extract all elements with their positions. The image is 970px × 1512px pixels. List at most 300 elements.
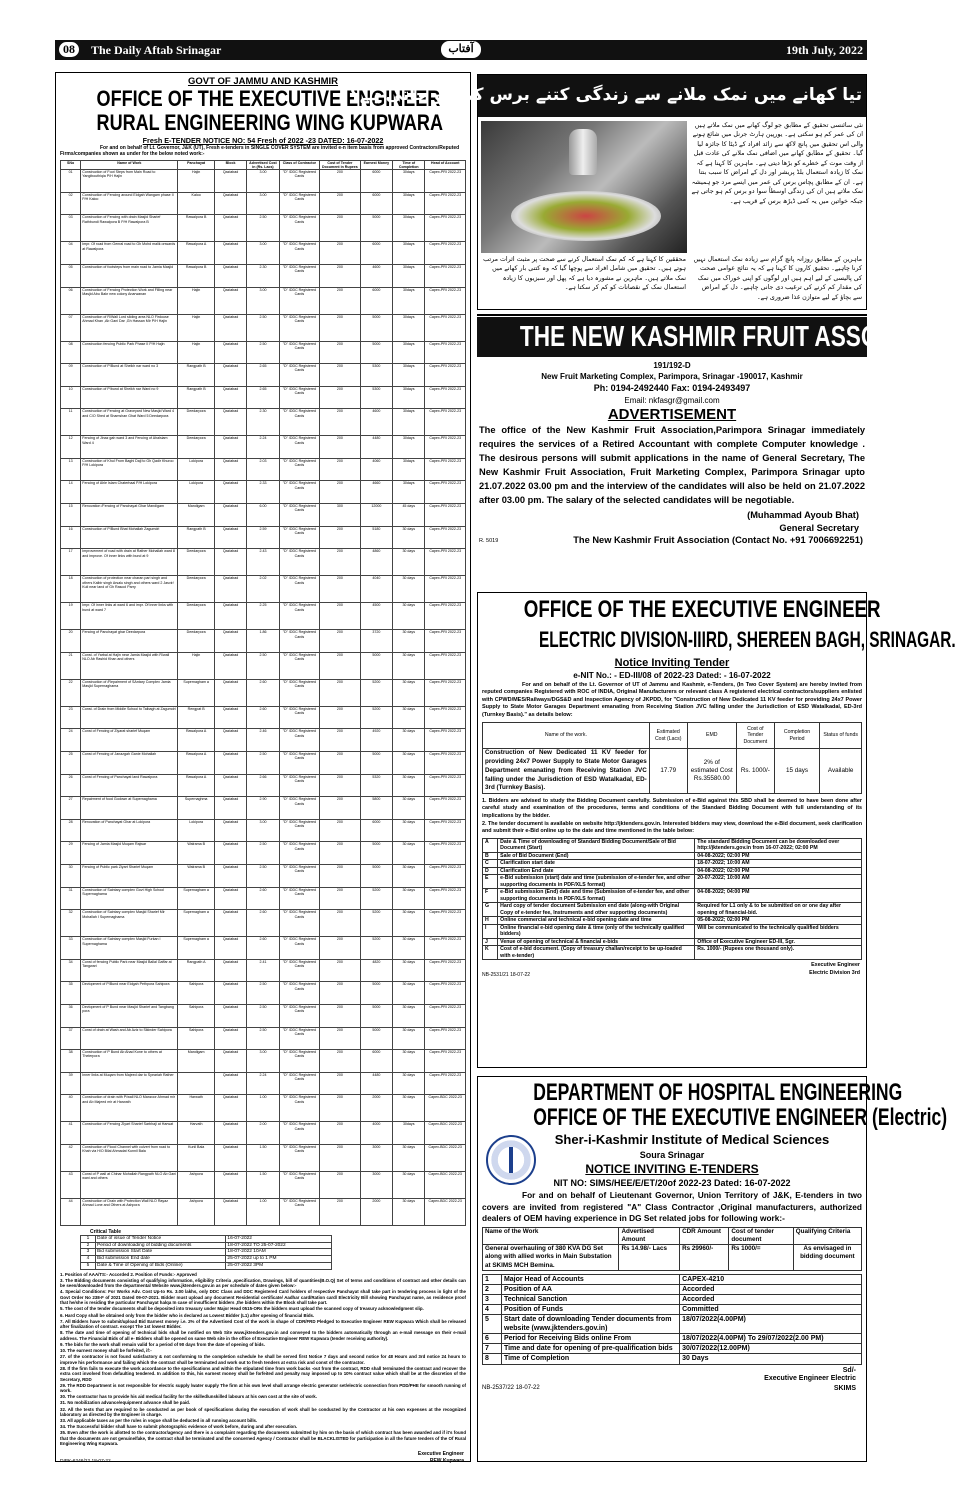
table-cell: Qaziabad xyxy=(214,386,246,409)
elec-nit-no: e-NIT No.: - ED-III/08 of 2022-23 Dated: - 16-07-2022 xyxy=(573,671,771,680)
table-row xyxy=(61,752,466,775)
table-cell: 5300 xyxy=(360,364,392,387)
table-row xyxy=(61,242,466,265)
table-cell: 30days xyxy=(393,458,425,481)
rew-terms xyxy=(60,1272,466,1447)
schedule-cell: J xyxy=(483,938,498,946)
hosp-subtitle: Sher-i-Kashmir Institute of Medical Sciences xyxy=(554,1132,830,1147)
table-cell: 200 xyxy=(320,1072,361,1095)
hosp-sd: Sd/- xyxy=(842,1366,856,1374)
table-cell: Capex-PRI 2022-23 xyxy=(425,192,466,215)
elec-intro: For and on behalf of the Lt. Governor of UT of Jammu and Kashmir, e-Tenders, (In Two Cover System) are hereby invited from reputed companies Registered with ROC of INDIA, Original Manufacturers or relevant class A registered electrical contractors/suppliers enlisted with CPWD/MES/Railways/DGS&D and Inspection Agency of JKPDD, for "Construction of New Dedicated 11 KV feeder for providing 24x7 Power Supply to State Motor Garages Department emanating from Receiving Station JVC falling under the Jurisdiction of ESD Watalkadal, ED-3rd (Turnkey Basis)." as details below: xyxy=(482,682,862,718)
table-cell: 44 xyxy=(61,1198,81,1225)
rew-term-item: 29. The RDD Department is not responsible for electric supply /water supply The firm at his own level shall arrange electric generator set/electric connection from PDD/PHE for smooth running of work. xyxy=(60,1382,466,1394)
table-cell: 30 days xyxy=(393,1095,425,1122)
table-cell: "D" /DDC Registered Cards xyxy=(279,630,320,653)
table-cell: 2.65 xyxy=(247,386,279,409)
table-cell: Const of fencing Public Park near Masjid Ballal Gaffar at Tangwari xyxy=(81,959,178,982)
critical-cell: 5 xyxy=(81,1262,96,1269)
table-cell: Deedarpora xyxy=(178,630,214,653)
table-cell: 2.60 xyxy=(247,910,279,937)
table-cell: 6000 xyxy=(360,192,392,215)
table-cell: 4820 xyxy=(360,959,392,982)
table-cell: Hajin xyxy=(178,314,214,341)
table-cell: "D" /DDC Registered Cards xyxy=(279,242,320,265)
schedule-cell: K xyxy=(483,946,498,960)
table-cell: Qaziabad xyxy=(214,170,246,193)
rew-col-header: Panchayat xyxy=(178,160,214,170)
table-cell: Supernagham a xyxy=(178,910,214,937)
table-row xyxy=(61,1144,466,1171)
table-cell: 40 xyxy=(61,1095,81,1122)
hospital-engineering-tender xyxy=(477,1076,948,1462)
critical-cell: 4 xyxy=(81,1256,96,1263)
table-cell: Supernagham a xyxy=(178,937,214,960)
schedule-cell: Start date of downloading Tender documents from website (www.jktenders.gov.in) xyxy=(501,1315,679,1334)
table-cell: 200 xyxy=(320,774,361,797)
table-cell: 5200 xyxy=(360,679,392,706)
table-cell: 200 xyxy=(320,549,361,576)
table-cell: 30 days xyxy=(393,910,425,937)
rew-term-item: 7. All Bidders have to submit/upload Bid Earnest money i.e. 2% of the Advertised Cost of the work in shape of CDR/FRD Pledged to Executive Engineer REW Kupwara Which shall be released after finalization of contract. except The 1st lowest Bidder. xyxy=(60,1318,466,1330)
schedule-row xyxy=(483,1304,862,1314)
schedule-cell: F xyxy=(483,889,498,903)
table-cell: Qaziabad xyxy=(214,982,246,1005)
rew-term-item: 4. Special Conditions: For Works Adv. Cost Up-to Rs. 3.00 lakhs, only DDC Class and DDC Registered Card holders of respective Panchayat shall take part in tendering process in light of the Govt Order No 238-F of 2021 Dated 09-07-2021. Bidder must upload any document Residential certificate/ Aadhar card/Ration card/ Electricity Bill showing Panchayat name, as residence proof that he/she is residing the particular Panchayat halqa In case of insufficient bidders ,the bidders within the Block shall take part. xyxy=(60,1289,466,1306)
table-cell: 30days xyxy=(393,215,425,242)
nkfa-sign-2: General Secretary xyxy=(779,522,859,533)
table-row xyxy=(61,982,466,1005)
schedule-cell: Online commercial and technical e-bid opening date and time xyxy=(498,917,695,925)
table-row xyxy=(61,603,466,630)
schedule-cell: 1 xyxy=(483,1274,502,1284)
table-cell: Qaziabad xyxy=(214,526,246,549)
table-cell: Construction of Saintary complex Govt High School Supernaghama xyxy=(81,887,178,910)
rew-term-item: 5. The cost of the tender documents shall be deposited into treasury under Major Head 0515-ORs the bidders must upload the scanned copy of treasury acknowledgment slip. xyxy=(60,1306,424,1312)
table-cell: Capex-PRI 2022-23 xyxy=(425,937,466,960)
table-cell: Capex-PRI 2022-23 xyxy=(425,576,466,603)
table-cell: 6000 xyxy=(360,170,392,193)
table-cell: 30 days xyxy=(393,937,425,960)
table-cell: 04 xyxy=(61,242,81,265)
table-cell: 4920 xyxy=(360,729,392,752)
table-cell: 2.02 xyxy=(247,576,279,603)
table-cell: 16 xyxy=(61,526,81,549)
paper-name: The Daily Aftab Srinagar xyxy=(91,43,222,57)
nkfa-sign-3: The New Kashmir Fruit Association (Contact No. +91 7006692251) xyxy=(573,534,863,545)
table-cell: 3.00 xyxy=(247,287,279,314)
rew-term-item: 28. If the firm fails to execute the work accordance to the specifications and within the stipulated time from work backs -out from the contract, RDD shall terminated the contract and recover the extra cost involved from defaulting tendered. In addition to this, his earnest money shall be forfeited and penalty may imposed up to 10% contract value which shall be at the discretion of the Secretary, RDD xyxy=(60,1365,466,1382)
table-cell: Capex-PRI 2022-23 xyxy=(425,1050,466,1073)
table-row xyxy=(61,1198,466,1225)
elec-cell: Rs. 1000/- xyxy=(736,749,774,794)
elec-col-header: Completion Period xyxy=(774,723,819,749)
table-cell: "D" /DDC Registered Cards xyxy=(279,170,320,193)
table-cell: Rengpat B xyxy=(178,706,214,729)
schedule-cell: B xyxy=(483,852,498,860)
table-cell: Renovation /Fencing of Panchayat Ghar Mandigam xyxy=(81,504,178,527)
critical-row xyxy=(81,1249,332,1256)
table-row xyxy=(61,192,466,215)
table-cell: Capex-PRI 2022-23 xyxy=(425,458,466,481)
table-cell: Construction of Flood Channel with culvert from road to Khah via H/O Bilal Ahmadat Kunnil Bala xyxy=(81,1144,178,1171)
table-cell: 30 days xyxy=(393,774,425,797)
newspaper-header xyxy=(55,40,867,60)
table-cell: 30days xyxy=(393,386,425,409)
table-cell: 2.50 xyxy=(247,652,279,679)
schedule-cell: A xyxy=(483,838,498,852)
table-cell: "D" /DDC Registered Cards xyxy=(279,215,320,242)
table-cell: 30days xyxy=(393,264,425,287)
elec-col-header: Estimated Cost (Lacs) xyxy=(649,723,687,749)
schedule-row xyxy=(483,903,862,917)
table-cell: Capex-PRI 2022-23 xyxy=(425,1027,466,1050)
table-cell: 24 xyxy=(61,729,81,752)
table-cell: 2.59 xyxy=(247,526,279,549)
table-cell: "D" /DDC Registered Cards xyxy=(279,409,320,436)
table-cell: 6000 xyxy=(360,1050,392,1073)
table-cell: "D" /DDC Registered Cards xyxy=(279,436,320,459)
table-cell: Qaziabad xyxy=(214,314,246,341)
table-cell: Hajin xyxy=(178,287,214,314)
hosp-col-header: Name of the Work xyxy=(483,1227,619,1244)
elec-cell: 17.79 xyxy=(649,749,687,794)
table-cell: 2.50 xyxy=(247,341,279,364)
table-cell: "D" /DDC Registered Cards xyxy=(279,504,320,527)
schedule-cell: 30/07/2022(12.00PM) xyxy=(680,1344,862,1354)
table-cell: 30 days xyxy=(393,865,425,888)
table-cell: Const of Fencing of Janazgah Ganie Mohallah xyxy=(81,752,178,775)
schedule-cell: Time of Completion xyxy=(501,1354,679,1364)
table-cell: 30 days xyxy=(393,982,425,1005)
table-cell: 4480 xyxy=(360,1072,392,1095)
rew-col-header: Head of Account xyxy=(425,160,466,170)
table-cell: 2.50 xyxy=(247,982,279,1005)
rew-sign-2: REW Kupwara xyxy=(429,1457,464,1464)
salt-photo xyxy=(481,121,687,253)
electric-division-tender xyxy=(477,592,956,1068)
table-cell: 30 days xyxy=(393,729,425,752)
table-cell: Construction of protection near charan pari singh and others Kalbir singh Arsalu singh and others ward 2 Jasvir/ Kuli near land of Gh Rasool Parry xyxy=(81,576,178,603)
nkfa-email: Email: nkfasgr@gmail.com xyxy=(624,396,720,405)
schedule-cell: e-Bid submission (End) date and time (Submission of e-tender fee, and other supporting documents in PDF/XLS format) xyxy=(498,889,695,903)
table-cell: 3000 xyxy=(360,1144,392,1171)
table-cell: "D" /DDC Registered Cards xyxy=(279,526,320,549)
table-cell: 5200 xyxy=(360,910,392,937)
table-row xyxy=(61,1072,466,1095)
table-cell: Construction of R/Wall Lord sliding area NLO Firdouse Ahmad Khan ,Ab Gani Dar ,Gh Hassan Mir P/H Hajin xyxy=(81,314,178,341)
table-cell: Fencing of Panchayat ghar Deedarpora xyxy=(81,630,178,653)
table-cell: Const of drain at Wash and Ab Aziz to Sikinder Sahipora xyxy=(81,1027,178,1050)
table-row xyxy=(61,341,466,364)
hosp-cell: Rs 14.98/- Lacs xyxy=(619,1245,680,1271)
schedule-cell: 5 xyxy=(483,1315,502,1334)
table-cell: Kunil Bala xyxy=(178,1144,214,1171)
table-cell: 11 xyxy=(61,409,81,436)
critical-cell: 18-07-2022 TO 25-07-2022 xyxy=(226,1242,331,1249)
hosp-work-table xyxy=(482,1227,862,1271)
table-cell: 4040 xyxy=(360,576,392,603)
table-cell: 200 xyxy=(320,458,361,481)
table-cell: 2.60 xyxy=(247,706,279,729)
hosp-col-header: Advertised Amount xyxy=(619,1227,680,1244)
table-cell: 30 days xyxy=(393,706,425,729)
table-cell: Mandigam xyxy=(178,504,214,527)
rew-term-item: 32. All the tests that are required to be conducted as per book of specifications during the execution of work shall be conducted by the Contractor at his own expenses at the recognized laboratory as directed by the Engineer in charge. xyxy=(60,1406,466,1417)
table-row xyxy=(61,652,466,679)
table-cell: Qaziabad xyxy=(214,865,246,888)
critical-cell: 2 xyxy=(81,1242,96,1249)
table-cell xyxy=(178,1072,214,1095)
elec-col-header: Cost of Tender Document xyxy=(736,723,774,749)
table-cell: 22 xyxy=(61,679,81,706)
table-cell: 2.25 xyxy=(247,603,279,630)
table-cell: Ashpora xyxy=(178,1171,214,1198)
schedule-cell: Major Head of Accounts xyxy=(501,1274,679,1284)
table-cell: 2.03 xyxy=(247,458,279,481)
table-cell: 4480 xyxy=(360,436,392,459)
table-cell: Hajin xyxy=(178,341,214,364)
schedule-row xyxy=(483,1294,862,1304)
table-cell: "D" /DDC Registered Cards xyxy=(279,819,320,842)
table-cell: 30 days xyxy=(393,549,425,576)
table-cell: Rawalpora A xyxy=(178,774,214,797)
table-row xyxy=(61,959,466,982)
table-cell: 6000 xyxy=(360,819,392,842)
table-cell: Construction of Saintary complex Masjid Sharief Mir Mohallah I Supernaghama xyxy=(81,910,178,937)
table-cell: Ashpora xyxy=(178,1198,214,1225)
schedule-cell: Cost of e-bid document. (Copy of treasury challan/receipt to be up-loaded with e-tender) xyxy=(498,946,695,960)
hosp-ref: NB-2537/22 18-07-22 xyxy=(482,1384,540,1391)
table-row xyxy=(61,1050,466,1073)
table-cell: Capex-PRI 2022-23 xyxy=(425,910,466,937)
table-cell: Capex-PRI 2022-23 xyxy=(425,409,466,436)
hosp-col-header: Qualifying Criteria xyxy=(793,1227,861,1244)
elec-cell: Available xyxy=(820,749,862,794)
schedule-row xyxy=(483,1344,862,1354)
table-cell: Const. of Drain from Middle School to Talbagh at Zagumdri xyxy=(81,706,178,729)
schedule-cell: 30 Days xyxy=(680,1354,862,1364)
critical-cell: 3 xyxy=(81,1249,96,1256)
schedule-cell: 6 xyxy=(483,1334,502,1344)
table-cell: 200 xyxy=(320,842,361,865)
schedule-row xyxy=(483,889,862,903)
table-cell: Impr. Of road from Genral road to Gh Mohd malik onwards at Rawalpora xyxy=(81,242,178,265)
table-row xyxy=(61,264,466,287)
table-cell: "D" /DDC Registered Cards xyxy=(279,652,320,679)
schedule-cell: 05-08-2022; 02:00 PM xyxy=(695,917,862,925)
table-cell: 30days xyxy=(393,287,425,314)
schedule-cell: C xyxy=(483,860,498,868)
table-cell: Qaziabad xyxy=(214,603,246,630)
table-cell: 5200 xyxy=(360,706,392,729)
table-cell: Fencing of Public park Ziyart Sharief Muqam xyxy=(81,865,178,888)
table-cell: 200 xyxy=(320,192,361,215)
hosp-cell: As envisaged in bidding document xyxy=(793,1245,861,1271)
table-cell: 2000 xyxy=(360,1198,392,1225)
table-cell: 200 xyxy=(320,242,361,265)
table-cell: Capex-PRI 2022-23 xyxy=(425,630,466,653)
table-cell: Capex-PRI 2022-23 xyxy=(425,526,466,549)
schedule-cell: Position of AA xyxy=(501,1284,679,1294)
schedule-cell: G xyxy=(483,903,498,917)
nkfa-sign-1: (Muhammad Ayoub Bhat) xyxy=(747,509,859,520)
table-cell: 31 xyxy=(61,887,81,910)
table-cell: "D" /DDC Registered Cards xyxy=(279,679,320,706)
table-cell: 30 xyxy=(61,865,81,888)
table-cell: Construction of P/Bund at Sheikh nar ward no 3 xyxy=(81,364,178,387)
schedule-cell: Hard copy of tender document Submission end date (along-with Original Copy of e-tender fee, Instruments and other supporting documents) xyxy=(498,903,695,917)
critical-cell: 16-07-2022 xyxy=(226,1235,331,1242)
table-cell: Construction of Fencing around Eidgah Wangam phase II P/H Kaloo xyxy=(81,192,178,215)
table-cell: 2.50 xyxy=(247,314,279,341)
table-cell: 200 xyxy=(320,819,361,842)
table-cell: 30 days xyxy=(393,1050,425,1073)
table-cell: 5000 xyxy=(360,982,392,1005)
table-cell: Rawalpora B xyxy=(178,264,214,287)
rew-col-header: SNo xyxy=(61,160,81,170)
elec-note: 2. The tender document is available on website http://jktenders.gov.in. Interested bidders may view, download the e-Bid document, seek clarification and submit their e-Bid online up to the date and time mentioned in the table below: xyxy=(482,821,862,835)
table-cell: 30 days xyxy=(393,679,425,706)
table-cell: 200 xyxy=(320,364,361,387)
schedule-cell: Required for L1 only & to be submitted on or one day after opening of financial-bid. xyxy=(695,903,862,917)
table-cell: Qaziabad xyxy=(214,842,246,865)
elec-cell: 15 days xyxy=(774,749,819,794)
table-cell: 5320 xyxy=(360,774,392,797)
table-cell: 30 days xyxy=(393,652,425,679)
table-cell: "D" /DDC Registered Cards xyxy=(279,1095,320,1122)
table-cell: Qaziabad xyxy=(214,192,246,215)
table-cell: 30days xyxy=(393,192,425,215)
table-cell: 200 xyxy=(320,1004,361,1027)
table-cell: Qaziabad xyxy=(214,959,246,982)
table-cell: Capex-PRI 2022-23 xyxy=(425,887,466,910)
rew-term-item: 31. No mobilization advance/equipment advance shall be paid. xyxy=(60,1400,191,1406)
table-cell: 4060 xyxy=(360,458,392,481)
table-cell: "D" /DDC Registered Cards xyxy=(279,865,320,888)
table-cell: Capex-PRI 2022-23 xyxy=(425,797,466,820)
table-cell: Construction of Fencing with drain Masjid Sharief Rathbundi Rawalpora B P/H Rawalpora B xyxy=(81,215,178,242)
table-cell: 4860 xyxy=(360,549,392,576)
schedule-cell: 04-08-2022; 02:00 PM xyxy=(695,867,862,875)
table-cell: 200 xyxy=(320,1144,361,1171)
table-cell: Capex-BDC 2022-23 xyxy=(425,1095,466,1122)
table-cell: 5200 xyxy=(360,887,392,910)
table-cell: 200 xyxy=(320,287,361,314)
nkfa-advertisement xyxy=(477,314,970,585)
schedule-cell: Clarification start date xyxy=(498,860,695,868)
table-cell: 30 days xyxy=(393,1072,425,1095)
table-cell: Capex-PRI 2022-23 xyxy=(425,264,466,287)
table-cell: 200 xyxy=(320,314,361,341)
table-cell: Capex-BDC 2022-23 xyxy=(425,1144,466,1171)
table-row xyxy=(61,526,466,549)
table-cell: 17 xyxy=(61,549,81,576)
table-cell: Fencing of Ahle Islam Chaterhaal P/H Lokipora xyxy=(81,481,178,504)
table-cell: 27 xyxy=(61,797,81,820)
table-cell: Qaziabad xyxy=(214,774,246,797)
table-cell: Construction of drain with P/wall NLO Manzoor Ahmad mir and Ab Majeed mir at Harwath xyxy=(81,1095,178,1122)
rew-sign-1: Executive Engineer xyxy=(417,1450,464,1457)
table-cell: 2.41 xyxy=(247,959,279,982)
table-row xyxy=(61,215,466,242)
table-cell: 30 days xyxy=(393,1171,425,1198)
table-cell: Const of P wall at Chinar Mohallah Rangpath NLO Ab Gani wani and others xyxy=(81,1171,178,1198)
govt-line: GOVT OF JAMMU AND KASHMIR xyxy=(187,76,339,87)
elec-work-table xyxy=(482,722,862,794)
table-cell: Rangpath B xyxy=(178,526,214,549)
schedule-row xyxy=(483,924,862,938)
table-cell: Harwath xyxy=(178,1095,214,1122)
table-cell: 26 xyxy=(61,774,81,797)
table-cell: 200 xyxy=(320,1122,361,1145)
critical-table xyxy=(80,1235,332,1270)
table-cell: Renovation of Panchayat Ghar at Lokipora xyxy=(81,819,178,842)
table-cell: Construction fencing Public Park Phase II P/H Hajin xyxy=(81,341,178,364)
nkfa-title: THE NEW KASHMIR FRUIT ASSOCIATION xyxy=(519,321,970,353)
table-cell: 14 xyxy=(61,481,81,504)
table-cell: 30days xyxy=(393,314,425,341)
table-cell: 5800 xyxy=(360,797,392,820)
table-cell: Capex-PRI 2022-23 xyxy=(425,287,466,314)
table-cell: 12000 xyxy=(360,504,392,527)
hosp-nit-no: NIT NO: SIMS/HEE/E/ET/20of 2022-23 Dated: 16-07-2022 xyxy=(553,1178,791,1188)
table-cell: 30 days xyxy=(393,630,425,653)
table-cell: 5000 xyxy=(360,341,392,364)
table-cell: Harvath xyxy=(178,1122,214,1145)
table-row xyxy=(61,1122,466,1145)
table-cell: 300 xyxy=(320,504,361,527)
table-cell: 3000 xyxy=(360,1171,392,1198)
schedule-cell: Technical Sanction xyxy=(501,1294,679,1304)
table-cell: "D" /DDC Registered Cards xyxy=(279,910,320,937)
table-cell: Capex-PRI 2022-23 xyxy=(425,819,466,842)
table-cell: "D" /DDC Registered Cards xyxy=(279,549,320,576)
table-cell: 30 days xyxy=(393,603,425,630)
table-cell: "D" /DDC Registered Cards xyxy=(279,752,320,775)
table-cell: Mandigam xyxy=(178,1050,214,1073)
schedule-row xyxy=(483,1315,862,1334)
table-cell: Capex-PRI 2022-23 xyxy=(425,436,466,459)
table-row xyxy=(61,436,466,459)
table-cell: Rawalpora B xyxy=(178,215,214,242)
table-cell: 19 xyxy=(61,603,81,630)
table-cell: 06 xyxy=(61,287,81,314)
nkfa-body: The office of the New Kashmir Fruit Association,Parimpora Srinagar immediately requires the services of a Retired Accountant with complete Computer knowledge . The desirous persons will submit applications in the name of General Secretary, The New Kashmir Fruit Association, Fruit Marketing Complex, Parimpora Srinagar upto 21.07.2022 03.00 pm and the interview of the candidates will also be held on 21.07.2022 after 03.00 pm. The salary of the selected candidates will be negotiable. xyxy=(479,425,865,505)
table-cell: "D" /DDC Registered Cards xyxy=(279,386,320,409)
table-cell: Capex-PRI 2022-23 xyxy=(425,215,466,242)
critical-cell: Bid submission End date xyxy=(96,1256,226,1263)
nkfa-addr-1: 191/192-D xyxy=(653,361,691,370)
table-cell: 200 xyxy=(320,576,361,603)
table-cell: Qaziabad xyxy=(214,887,246,910)
table-cell: Qaziabad xyxy=(214,1122,246,1145)
rew-col-header: Cost of Tender Document in Rupees xyxy=(320,160,361,170)
hosp-col-header: CDR Amount xyxy=(680,1227,729,1244)
schedule-cell: Date & Time of downloading of Standard Bidding Document/Sale of Bid Document (Start) xyxy=(498,838,695,852)
table-cell: 200 xyxy=(320,170,361,193)
table-cell: Qaziabad xyxy=(214,1144,246,1171)
table-row xyxy=(61,481,466,504)
schedule-row xyxy=(483,1284,862,1294)
elec-sign-2: Electric Division 3rd xyxy=(809,970,860,977)
table-cell: 5000 xyxy=(360,752,392,775)
table-cell: Supernagham a xyxy=(178,679,214,706)
table-cell: Qaziabad xyxy=(214,242,246,265)
nkfa-ref: R. 5019 xyxy=(479,537,499,544)
table-cell: 30days xyxy=(393,481,425,504)
elec-col-header: Name of the work. xyxy=(483,723,650,749)
